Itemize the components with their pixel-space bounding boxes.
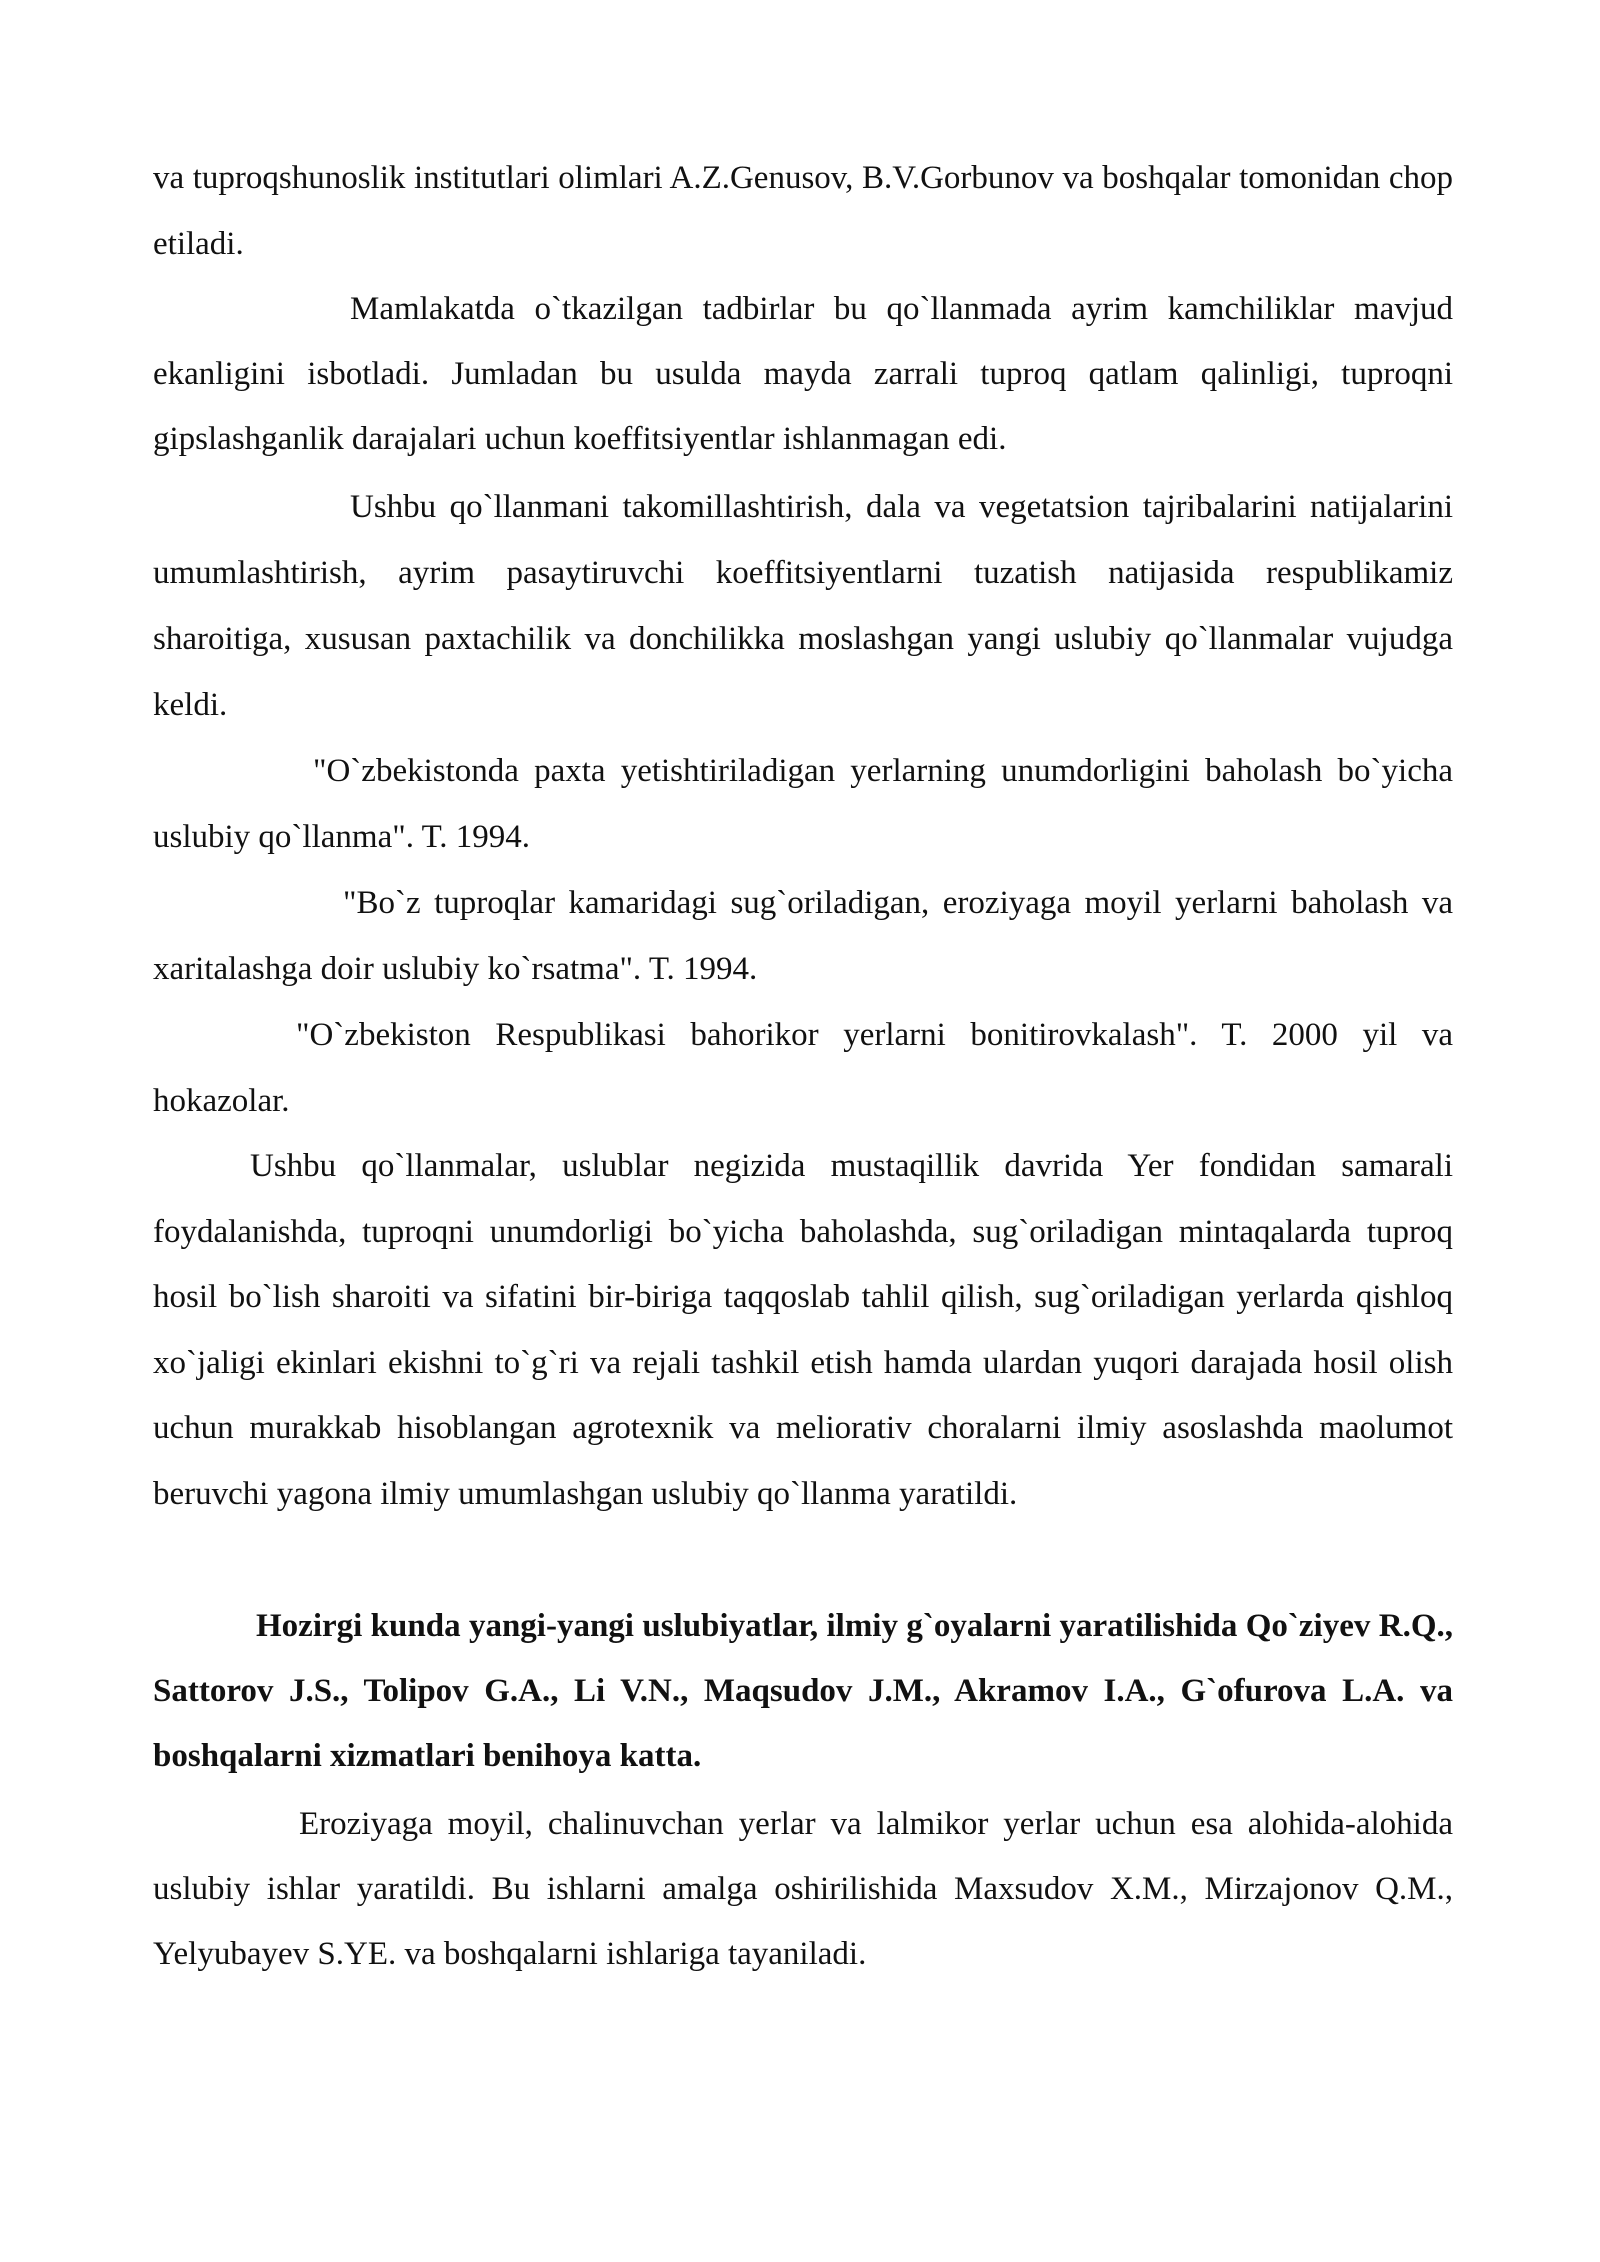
paragraph-3 [153, 474, 1453, 738]
paragraph-text: Ushbu qo`llanmani takomillashtirish, dala va vegetatsion tajribalarini natijalarini umumlashtirish, ayrim pasaytiruvchi koeffitsiyentlarni tuzatish natijasida respublikamiz sharoitiga, xususan paxtachilik va donchilikka moslashgan yangi uslubiy qo`llanmalar vujudga keldi. [153, 489, 1453, 723]
paragraph-text: Eroziyaga moyil, chalinuvchan yerlar va lalmikor yerlar uchun esa alohida-alohida uslubiy ishlar yaratildi. Bu ishlarni amalga oshirilishida Maxsudov X.M., Mirzajonov Q.M., Yelyubayev S.YE. va boshqalarni ishlariga tayaniladi. [153, 1806, 1453, 1972]
paragraph-text: va tuproqshunoslik institutlari olimlari A.Z.Genusov, B.V.Gorbunov va boshqalar tomonidan chop etiladi. [153, 160, 1453, 262]
paragraph-text: "O`zbekistonda paxta yetishtiriladigan yerlarning unumdorligini baholash bo`yicha uslubiy qo`llanma". T. 1994. [153, 753, 1453, 855]
paragraph-9 [153, 1792, 1453, 1987]
paragraph-1 [153, 145, 1453, 277]
paragraph-2 [153, 277, 1453, 472]
paragraph-7 [153, 1134, 1453, 1527]
paragraph-text: "Bo`z tuproqlar kamaridagi sug`oriladigan, eroziyaga moyil yerlarni baholash va xaritalashga doir uslubiy ko`rsatma". T. 1994. [153, 885, 1453, 987]
paragraph-text: Ushbu qo`llanmalar, uslublar negizida mustaqillik davrida Yer fondidan samarali foydalanishda, tuproqni unumdorligi bo`yicha baholashda, sug`oriladigan mintaqalarda tuproq hosil bo`lish sharoiti va sifatini bir-biriga taqqoslab tahlil qilish, sug`oriladigan yerlarda qishloq xo`jaligi ekinlari ekishni to`g`ri va rejali tashkil etish hamda ulardan yuqori darajada hosil olish uchun murakkab hisoblangan agrotexnik va meliorativ choralarni ilmiy asoslashda maolumot beruvchi yagona ilmiy umumlashgan uslubiy qo`llanma yaratildi. [153, 1148, 1453, 1512]
paragraph-text: "O`zbekiston Respublikasi bahorikor yerlarni bonitirovkalash". T. 2000 yil va hokazolar. [153, 1017, 1453, 1119]
paragraph-8-bold [153, 1594, 1453, 1789]
paragraph-text: Hozirgi kunda yangi-yangi uslubiyatlar, ilmiy g`oyalarni yaratilishida Qo`ziyev R.Q., Sattorov J.S., Tolipov G.A., Li V.N., Maqsudov J.M., Akramov I.A., G`ofurova L.A. va boshqalarni xizmatlari benihoya katta. [153, 1608, 1453, 1774]
paragraph-5 [153, 870, 1453, 1002]
paragraph-4 [153, 738, 1453, 870]
paragraph-6 [153, 1002, 1453, 1134]
paragraph-text: Mamlakatda o`tkazilgan tadbirlar bu qo`llanmada ayrim kamchiliklar mavjud ekanligini isbotladi. Jumladan bu usulda mayda zarrali tuproq qatlam qalinligi, tuproqni gipslashganlik darajalari uchun koeffitsiyentlar ishlanmagan edi. [153, 291, 1453, 457]
